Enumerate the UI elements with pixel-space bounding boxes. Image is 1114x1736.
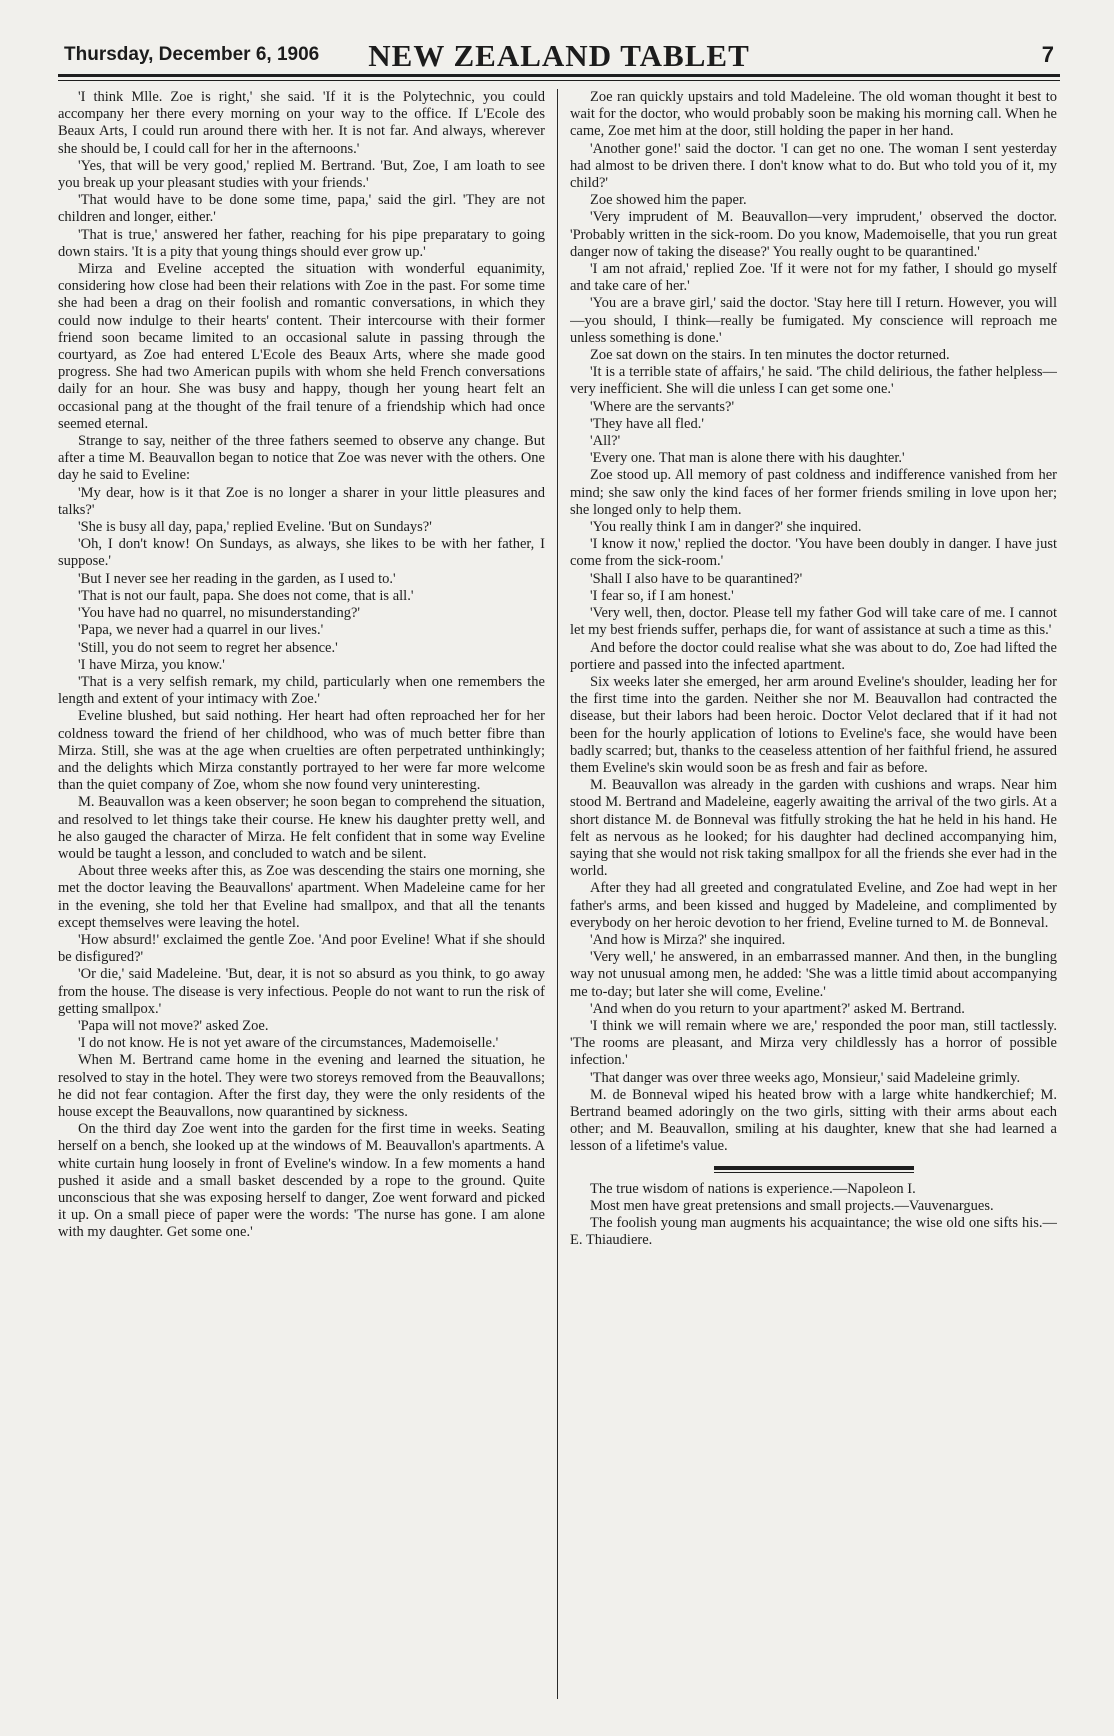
article-paragraph: 'They have all fled.' <box>590 415 704 432</box>
article-paragraph: 'That is not our fault, papa. She does not come, that is all.' <box>78 587 414 604</box>
page-number: 7 <box>1041 42 1054 67</box>
article-paragraph: 'Very well,' he answered, in an embarrassed manner. And then, in the bungling way not unusual among men, he added: 'She was a little timid about accompanying me to-day; but later she will come, Eveline.' <box>570 949 1057 1000</box>
masthead-rule <box>58 74 1060 77</box>
issue-date: Thursday, December 6, 1906 <box>64 44 320 65</box>
article-paragraph: Eveline blushed, but said nothing. Her heart had often reproached her for her coldness toward the friend of her childhood, who was of much better fibre than Mirza. Still, she was at the age when cruelties are often perpetrated unthinkingly; and the delights which Mirza constantly portrayed to her were far more welcome than the quiet company of Zoe, whom she now found very uninteresting. <box>58 708 545 794</box>
article-paragraph: When M. Bertrand came home in the evening and learned the situation, he resolved to stay in the hotel. They were two storeys removed from the Beauvallons; he did not fear contagion. After the first day, they were the only residents of the house except the Beauvallons, now quarantined by sickness. <box>58 1052 545 1120</box>
article-columns <box>58 89 1060 1699</box>
article-paragraph: Strange to say, neither of the three fathers seemed to observe any change. But after a time M. Beauvallon began to notice that Zoe was never with the others. One day he said to Eveline: <box>58 433 545 484</box>
article-paragraph: 'Or die,' said Madeleine. 'But, dear, it is not so absurd as you think, to go away from the house. The disease is very infectious. People do not want to run the risk of getting smallpox.' <box>58 966 545 1017</box>
article-paragraph: 'You really think I am in danger?' she inquired. <box>590 519 862 536</box>
article-paragraph: 'My dear, how is it that Zoe is no longer a sharer in your little pleasures and talks?' <box>58 484 545 518</box>
article-paragraph: 'And when do you return to your apartment?' asked M. Bertrand. <box>590 1000 965 1017</box>
article-paragraph: 'Another gone!' said the doctor. 'I can get no one. The woman I sent yesterday had almost to be driven there. I don't know what to do. But who told you of it, my child?' <box>570 140 1057 192</box>
article-paragraph: 'That is true,' answered her father, reaching for his pipe preparatary to going down stairs. 'It is a pity that young things should ever grow up.' <box>58 226 545 260</box>
article-paragraph: 'I am not afraid,' replied Zoe. 'If it were not for my father, I should go myself and take care of her.' <box>570 261 1057 295</box>
article-paragraph: 'Shall I also have to be quarantined?' <box>590 570 803 587</box>
article-paragraph: And before the doctor could realise what she was about to do, Zoe had lifted the portiere and passed into the infected apartment. <box>570 639 1057 673</box>
article-paragraph: Zoe sat down on the stairs. In ten minutes the doctor returned. <box>590 347 950 364</box>
article-paragraph: M. Beauvallon was a keen observer; he soon began to comprehend the situation, and resolved to let things take their course. He knew his daughter pretty well, and he also gauged the character of Mirza. He felt confident that in some way Eveline would be taught a lesson, and concluded to watch and be silent. <box>58 794 545 862</box>
story-continuation <box>570 89 1057 1156</box>
article-paragraph: 'You are a brave girl,' said the doctor. 'Stay here till I return. However, you will—you should, I think—really be fumigated. My conscience will reproach me unless something is done.' <box>570 295 1057 346</box>
article-paragraph: 'I know it now,' replied the doctor. 'You have been doubly in danger. I have just come from the sick-room.' <box>570 536 1057 570</box>
article-paragraph: 'I fear so, if I am honest.' <box>590 587 734 604</box>
article-paragraph: 'How absurd!' exclaimed the gentle Zoe. 'And poor Eveline! What if she should be disfigured?' <box>58 931 545 966</box>
article-paragraph: 'She is busy all day, papa,' replied Eveline. 'But on Sundays?' <box>78 519 432 536</box>
quotation: Most men have great pretensions and small projects.—Vauvenargues. <box>590 1197 994 1214</box>
article-paragraph: M. de Bonneval wiped his heated brow with a large white handkerchief; M. Bertrand beamed adoringly on the two girls, sitting with their arms about each other; and M. Beauvallon, smiling at his daughter, knew that she had learned a lesson of a lifetime's value. <box>570 1086 1057 1155</box>
section-divider <box>714 1166 914 1173</box>
article-paragraph: Zoe ran quickly upstairs and told Madeleine. The old woman thought it best to wait for the doctor, who would probably soon be making his morning call. When he came, Zoe met him at the door, still holding the paper in her hand. <box>570 89 1057 140</box>
article-paragraph: 'Still, you do not seem to regret her absence.' <box>78 639 338 656</box>
article-paragraph: M. Beauvallon was already in the garden with cushions and wraps. Near him stood M. Bertrand and Madeleine, eagerly awaiting the arrival of the two girls. At a short distance M. de Bonneval was fitfully stroking the hat he held in his hand. He felt as nervous as he looked; for his daughter had declined accompanying him, saying that she would not risk taking smallpox for all the friends she ever had in the world. <box>570 777 1057 880</box>
article-paragraph: 'Yes, that will be very good,' replied M. Bertrand. 'But, Zoe, I am loath to see you break up your pleasant studies with your friends.' <box>58 157 545 192</box>
article-paragraph: 'I have Mirza, you know.' <box>78 656 225 673</box>
newspaper-title: NEW ZEALAND TABLET <box>368 38 750 73</box>
article-paragraph: 'That danger was over three weeks ago, Monsieur,' said Madeleine grimly. <box>590 1069 1021 1086</box>
masthead-rule-thin <box>58 80 1060 81</box>
article-paragraph: 'I think Mlle. Zoe is right,' she said. 'If it is the Polytechnic, you could accompany her there every morning on your way to the office. If L'Ecole des Beaux Arts, I could run around there with her. It is not far. And always, wherever she should be, I could call for her in the afternoons.' <box>58 89 545 157</box>
article-paragraph: 'Papa, we never had a quarrel in our lives.' <box>78 622 324 639</box>
article-paragraph: Six weeks later she emerged, her arm around Eveline's shoulder, leading her for the first time into the garden. Neither she nor M. Beauvallon had contracted the disease, but their labors had been heroic. Doctor Velot declared that if it had not been for the hourly application of lotions to Eveline's face, she would have been badly scarred; but, thanks to the ceaseless attention of her faithful friend, he assured them Eveline's skin would soon be as fresh and fair as before. <box>570 673 1057 776</box>
article-paragraph: About three weeks after this, as Zoe was descending the stairs one morning, she met the doctor leaving the Beauvallons' apartment. When Madeleine came for her in the evening, she told her that Eveline had smallpox, and that all the tenants except themselves were leaving the hotel. <box>58 863 545 931</box>
article-paragraph: 'Where are the servants?' <box>590 398 735 415</box>
left-column <box>58 89 545 1697</box>
article-paragraph: 'Very imprudent of M. Beauvallon—very imprudent,' observed the doctor. 'Probably written in the sick-room. Do you know, Mademoiselle, that you run great danger now of taking the disease?' You really ought to be quarantined.' <box>570 209 1057 260</box>
quotation: The true wisdom of nations is experience.—Napoleon I. <box>590 1180 916 1197</box>
article-paragraph: 'All?' <box>590 433 621 450</box>
article-paragraph: 'I think we will remain where we are,' responded the poor man, still tactlessly. 'The rooms are pleasant, and Mirza very childlessly has a horror of possible infection.' <box>570 1017 1057 1069</box>
article-paragraph: 'That would have to be done some time, papa,' said the girl. 'They are not children and longer, either.' <box>58 192 545 226</box>
quotations <box>570 1181 1057 1250</box>
quotation: The foolish young man augments his acquaintance; the wise old one sifts his.—E. Thiaudiere. <box>570 1215 1057 1249</box>
article-paragraph: 'Very well, then, doctor. Please tell my father God will take care of me. I cannot let my best friends suffer, perhaps die, for want of assistance at such a time as this.' <box>570 605 1057 639</box>
article-paragraph: Mirza and Eveline accepted the situation with wonderful equanimity, considering how close had been their relations with Zoe in the past. For some time she had been a drag on their foolish and romantic conversations, in which they could now indulge to their hearts' content. Their intercourse with their former friend soon became limited to an occasional salute in passing through the courtyard, as Zoe had entered L'Ecole des Beaux Arts, where she made good progress. She had two American pupils with whom she held French conversations daily for an hour. She was busy and happy, though her young heart felt an occasional pang at the thought of the frail tenure of a friendship which had once seemed eternal. <box>58 261 545 432</box>
article-paragraph: On the third day Zoe went into the garden for the first time in weeks. Seating herself on a bench, she looked up at the windows of M. Beauvallon's apartments. A white curtain hung loosely in front of Eveline's window. In a few moments a hand pushed it aside and a small basket descended by a rope to the ground. Quite unconscious that she was exposing herself to danger, Zoe went forward and picked it up. On a small piece of paper were the words: 'The nurse has gone. I am alone with my daughter. Get some one.' <box>58 1121 545 1241</box>
article-paragraph: 'You have had no quarrel, no misunderstanding?' <box>78 605 361 622</box>
article-paragraph: 'But I never see her reading in the garden, as I used to.' <box>78 570 396 587</box>
article-paragraph: After they had all greeted and congratulated Eveline, and Zoe had wept in her father's arms, and been kissed and hugged by Madeleine, and complimented by everybody on her heroic devotion to her friend, Eveline turned to M. de Bonneval. <box>570 880 1057 931</box>
column-divider <box>557 89 558 1699</box>
article-paragraph: 'That is a very selfish remark, my child, particularly when one remembers the length and extent of your intimacy with Zoe.' <box>58 673 545 708</box>
article-paragraph: 'Oh, I don't know! On Sundays, as always, she likes to be with her father, I suppose.' <box>58 536 545 570</box>
article-paragraph: 'Every one. That man is alone there with his daughter.' <box>590 450 905 467</box>
masthead <box>58 34 1060 73</box>
article-paragraph: 'And how is Mirza?' she inquired. <box>590 931 786 948</box>
article-paragraph: Zoe showed him the paper. <box>590 192 747 209</box>
article-paragraph: 'Papa will not move?' asked Zoe. <box>78 1017 269 1034</box>
article-paragraph: 'I do not know. He is not yet aware of the circumstances, Mademoiselle.' <box>78 1035 499 1052</box>
article-paragraph: 'It is a terrible state of affairs,' he said. 'The child delirious, the father helpless—very inefficient. She will die unless I can get some one.' <box>570 364 1057 398</box>
right-column <box>570 89 1057 1697</box>
article-paragraph: Zoe stood up. All memory of past coldness and indifference vanished from her mind; she saw only the kind faces of her former friends smiling in love upon her; she longed only to help them. <box>570 467 1057 518</box>
